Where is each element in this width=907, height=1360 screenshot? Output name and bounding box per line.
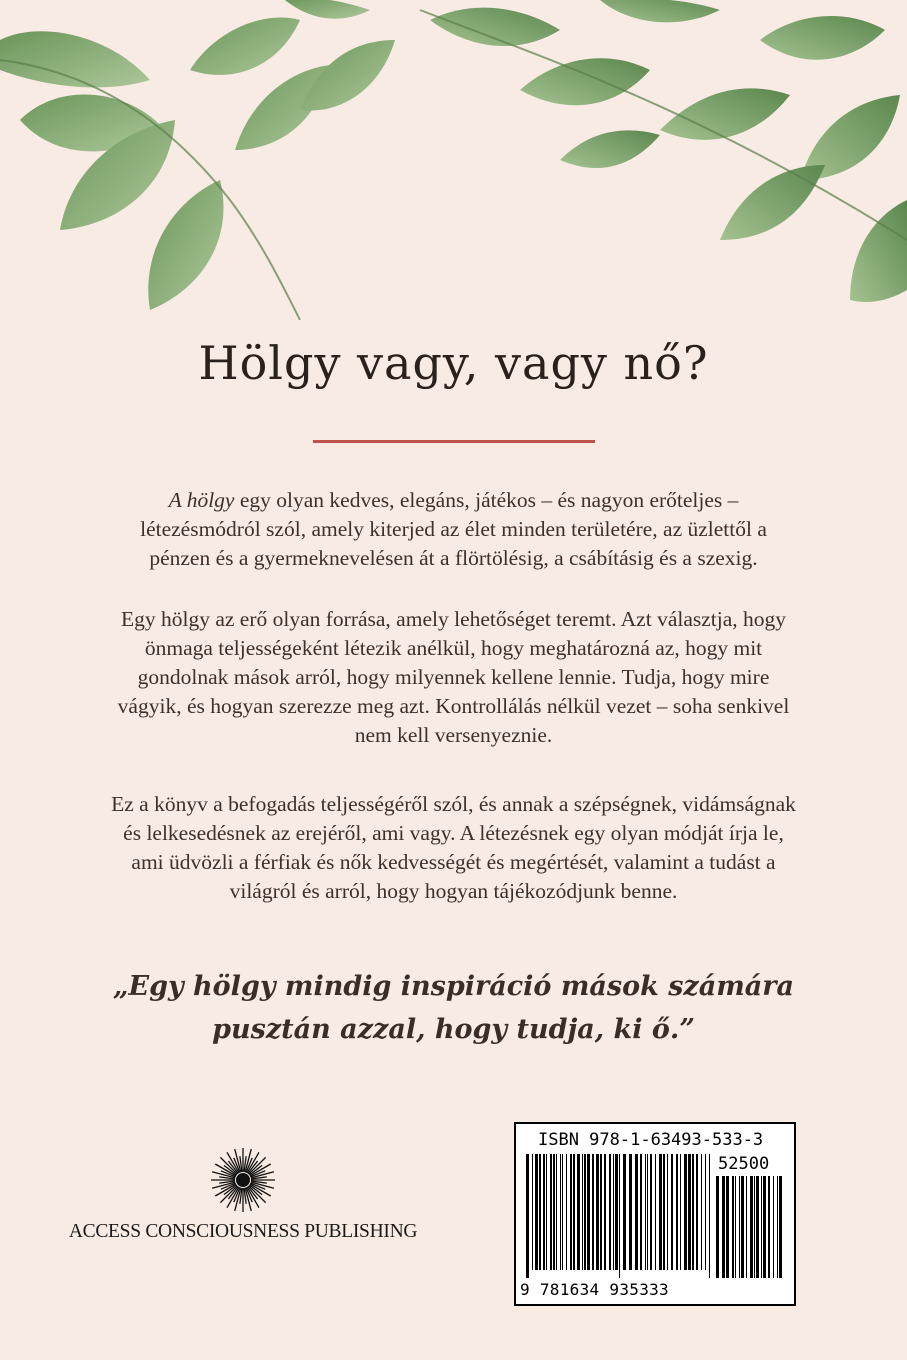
paragraph-2: Egy hölgy az erő olyan forrása, amely lehetőséget teremt. Azt választja, hogy önmaga teljességeként létezik anélkül, hogy meghatározná az, hogy mit gondolnak mások arról, hogy milyennek kellene lennie. Tudja, hogy mire vágyik, és hogyan szerezze meg azt. Kontrollálás nélkül vezet – soha senkivel nem kell versenyeznie. bbox=[117, 607, 790, 747]
publisher-block bbox=[58, 1145, 428, 1243]
divider bbox=[313, 440, 595, 443]
publisher-name: ACCESS CONSCIOUSNESS PUBLISHING bbox=[68, 1221, 418, 1242]
barcode-bars bbox=[526, 1154, 712, 1278]
starburst-logo-icon bbox=[208, 1145, 278, 1215]
pull-quote bbox=[60, 965, 847, 1051]
barcode-addon-bars bbox=[716, 1176, 786, 1278]
quote-line-1: „Egy hölgy mindig inspiráció mások számára bbox=[112, 971, 795, 1002]
quote-line-2: pusztán azzal, hogy tudja, ki ő.” bbox=[212, 1014, 695, 1045]
price-code: 52500 bbox=[718, 1154, 770, 1174]
paragraph-1 bbox=[110, 486, 797, 573]
barcode-digits: 9 781634 935333 bbox=[520, 1280, 669, 1299]
leaf-branch-icon bbox=[0, 0, 907, 320]
book-title: Hölgy vagy, vagy nő? bbox=[198, 336, 709, 390]
isbn-label: ISBN 978-1-63493-533-3 bbox=[538, 1130, 764, 1150]
paragraph-3: Ez a könyv a befogadás teljességéről szól, és annak a szépségnek, vidámságnak és lelkesedésnek az erejéről, ami vagy. A létezésnek egy olyan módját írja le, ami üdvözli a férfiak és nők kedvességét és megértését, valamint a tudást a világról és arról, hogy hogyan tájékozódjunk benne. bbox=[111, 792, 796, 903]
barcode bbox=[514, 1122, 796, 1306]
paragraph-1-text: egy olyan kedves, elegáns, játékos – és nagyon erőteljes – létezésmódról szól, amely kiterjed az élet minden területére, az üzlettől a pénzen és a gyermeknevelésen át a flörtölésig, a csábításig és a szexig. bbox=[140, 488, 767, 570]
paragraph-1-italic: A hölgy bbox=[168, 488, 235, 512]
